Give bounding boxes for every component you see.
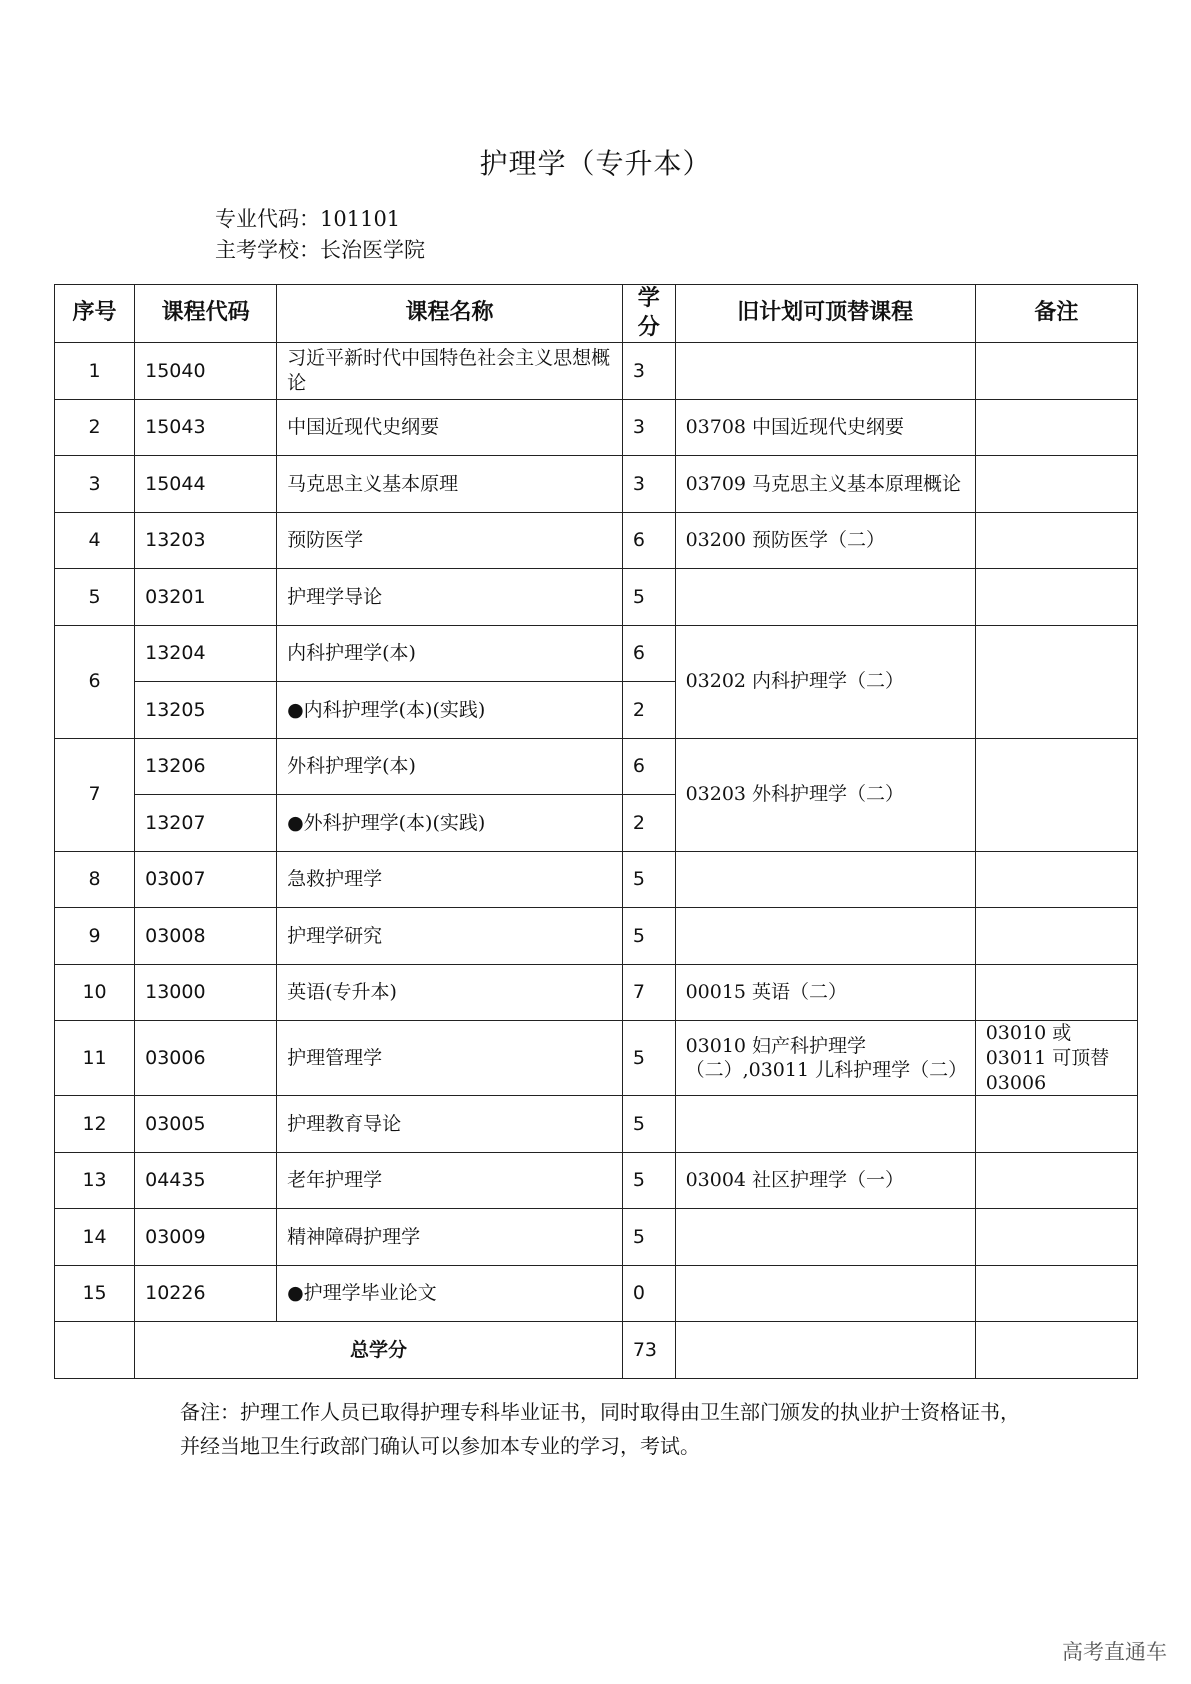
replacement-course [675,851,975,908]
table-row [55,964,1138,1021]
row-index: 14 [55,1209,135,1266]
course-code: 13207 [135,795,277,852]
table-row [55,1096,1138,1153]
course-name: ●护理学毕业论文 [277,1265,623,1322]
watermark: 高考直通车 [1062,1640,1167,1664]
header-index: 序号 [55,285,135,343]
course-code: 03005 [135,1096,277,1153]
course-name: 急救护理学 [277,851,623,908]
table-row [55,625,1138,682]
course-credit: 5 [622,851,675,908]
row-index: 15 [55,1265,135,1322]
row-index: 1 [55,343,135,400]
table-row [55,399,1138,456]
row-index: 13 [55,1152,135,1209]
course-name: 护理学导论 [277,569,623,626]
row-index: 7 [55,738,135,851]
replacement-course [675,1265,975,1322]
course-name: 预防医学 [277,512,623,569]
course-code: 13203 [135,512,277,569]
replacement-course: 03010 妇产科护理学（二）,03011 儿科护理学（二） [675,1021,975,1096]
table-row [55,1152,1138,1209]
replacement-course: 03200 预防医学（二） [675,512,975,569]
header-credit: 学 分 [622,285,675,343]
replacement-course: 03004 社区护理学（一） [675,1152,975,1209]
course-code: 13206 [135,738,277,795]
replacement-course: 03202 内科护理学（二） [675,625,975,738]
row-index: 11 [55,1021,135,1096]
footnote: 备注：护理工作人员已取得护理专科毕业证书，同时取得由卫生部门颁发的执业护士资格证书，并经当地卫生行政部门确认可以参加本专业的学习，考试。 [180,1400,1020,1458]
header-replacement: 旧计划可顶替课程 [675,285,975,343]
row-remark [975,569,1137,626]
course-name: 内科护理学(本) [277,625,623,682]
course-name: ●外科护理学(本)(实践) [277,795,623,852]
course-name: 中国近现代史纲要 [277,399,623,456]
row-remark [975,964,1137,1021]
course-credit: 5 [622,1021,675,1096]
table-row [55,569,1138,626]
course-name: 护理教育导论 [277,1096,623,1153]
row-index: 4 [55,512,135,569]
course-code: 04435 [135,1152,277,1209]
course-credit: 3 [622,343,675,400]
replacement-course [675,908,975,965]
course-credit: 0 [622,1265,675,1322]
course-credit: 5 [622,908,675,965]
replacement-course [675,1096,975,1153]
course-credit: 3 [622,456,675,513]
table-header-row [55,285,1138,343]
course-code: 13000 [135,964,277,1021]
total-replacement-cell [675,1322,975,1379]
course-credit: 2 [622,682,675,739]
total-credit: 73 [622,1322,675,1379]
course-code: 03009 [135,1209,277,1266]
course-name: ●内科护理学(本)(实践) [277,682,623,739]
table-row [55,343,1138,400]
row-remark: 03010 或 03011 可顶替 03006 [975,1021,1137,1096]
course-credit: 5 [622,1096,675,1153]
course-code: 03007 [135,851,277,908]
header-code: 课程代码 [135,285,277,343]
replacement-course: 03203 外科护理学（二） [675,738,975,851]
course-name: 英语(专升本) [277,964,623,1021]
course-code: 03201 [135,569,277,626]
course-code: 10226 [135,1265,277,1322]
row-remark [975,1096,1137,1153]
row-index: 5 [55,569,135,626]
table-row [55,908,1138,965]
table-row [55,851,1138,908]
course-credit: 3 [622,399,675,456]
table-row [55,512,1138,569]
row-index: 2 [55,399,135,456]
course-code: 15044 [135,456,277,513]
course-code: 15040 [135,343,277,400]
course-name: 护理学研究 [277,908,623,965]
table-row [55,456,1138,513]
total-remark-cell [975,1322,1137,1379]
course-code: 03006 [135,1021,277,1096]
row-remark [975,908,1137,965]
row-remark [975,1265,1137,1322]
course-code: 03008 [135,908,277,965]
table-row [55,1209,1138,1266]
row-index: 10 [55,964,135,1021]
course-name: 马克思主义基本原理 [277,456,623,513]
row-index: 12 [55,1096,135,1153]
replacement-course [675,569,975,626]
row-index: 8 [55,851,135,908]
course-credit: 5 [622,569,675,626]
row-remark [975,738,1137,851]
row-remark [975,343,1137,400]
row-remark [975,625,1137,738]
row-remark [975,851,1137,908]
table-row [55,1021,1138,1096]
course-code: 13205 [135,682,277,739]
total-label: 总学分 [135,1322,623,1379]
course-name: 精神障碍护理学 [277,1209,623,1266]
course-credit: 5 [622,1152,675,1209]
table-row [55,1265,1138,1322]
table-row [55,738,1138,795]
page-title: 护理学（专升本） [479,147,712,180]
course-name: 外科护理学(本) [277,738,623,795]
row-index: 9 [55,908,135,965]
total-empty-cell [55,1322,135,1379]
course-name: 习近平新时代中国特色社会主义思想概论 [277,343,623,400]
course-credit: 6 [622,512,675,569]
course-code: 15043 [135,399,277,456]
header-name: 课程名称 [277,285,623,343]
host-school: 主考学校：长治医学院 [215,238,425,262]
major-code: 专业代码：101101 [215,207,401,231]
row-remark [975,512,1137,569]
replacement-course: 03709 马克思主义基本原理概论 [675,456,975,513]
replacement-course: 00015 英语（二） [675,964,975,1021]
course-credit: 6 [622,625,675,682]
replacement-course [675,1209,975,1266]
course-name: 老年护理学 [277,1152,623,1209]
course-credit: 7 [622,964,675,1021]
replacement-course: 03708 中国近现代史纲要 [675,399,975,456]
replacement-course [675,343,975,400]
header-remark: 备注 [975,285,1137,343]
row-remark [975,1209,1137,1266]
row-remark [975,399,1137,456]
course-name: 护理管理学 [277,1021,623,1096]
total-row [55,1322,1138,1379]
course-credit: 5 [622,1209,675,1266]
course-credit: 6 [622,738,675,795]
row-index: 3 [55,456,135,513]
row-index: 6 [55,625,135,738]
row-remark [975,1152,1137,1209]
row-remark [975,456,1137,513]
course-code: 13204 [135,625,277,682]
course-table [54,284,1138,1379]
course-credit: 2 [622,795,675,852]
